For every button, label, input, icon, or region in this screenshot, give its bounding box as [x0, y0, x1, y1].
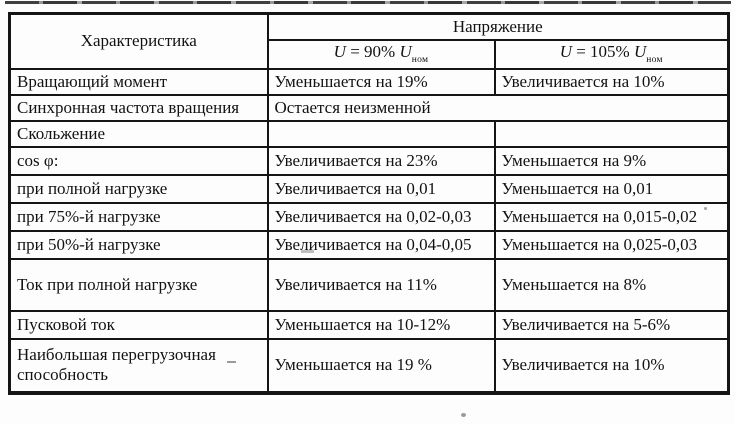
value-90-cell: Увеличивается на 0,02-0,03 — [268, 203, 495, 231]
row-label-cell: Наибольшая перегрузочная способность — [10, 339, 268, 393]
row-label-cell: Вращающий момент — [10, 69, 268, 95]
table-row — [10, 259, 729, 311]
nom-subscript: ном — [411, 55, 429, 66]
row-label-cell: при 50%-й нагрузке — [10, 231, 268, 259]
row-label-cell: Скольжение — [10, 121, 268, 147]
row-label-cell: при полной нагрузке — [10, 175, 268, 203]
value-105-cell — [495, 121, 729, 147]
value-105-cell: Уменьшается на 0,025-0,03 — [495, 231, 729, 259]
table-row — [10, 311, 729, 339]
table-row — [10, 95, 729, 121]
row-label-cell: cos φ: — [10, 147, 268, 175]
u-symbol: U — [559, 42, 572, 62]
header-u-90 — [268, 40, 495, 69]
scan-artifact — [227, 361, 236, 363]
value-105-cell: Увеличивается на 5-6% — [495, 311, 729, 339]
table-row — [10, 231, 729, 259]
table-row — [10, 147, 729, 175]
value-105-cell: Уменьшается на 9% — [495, 147, 729, 175]
header-characteristic: Характеристика — [10, 14, 268, 69]
value-90-cell: Увеличивается на 0,01 — [268, 175, 495, 203]
value-90-cell: Увеличивается на 11% — [268, 259, 495, 311]
scan-artifact-top-line — [5, 1, 731, 4]
u105-value: = 105% — [571, 42, 634, 62]
row-label-cell: Ток при полной нагрузке — [10, 259, 268, 311]
row-label-cell: Пусковой ток — [10, 311, 268, 339]
value-90-cell: Увеличивается на 23% — [268, 147, 495, 175]
row-label-cell: Синхронная частота вращения — [10, 95, 268, 121]
value-105-cell: Уменьшается на 0,015-0,02 — [495, 203, 729, 231]
value-105-cell: Увеличивается на 10% — [495, 339, 729, 393]
table-row — [10, 69, 729, 95]
u-symbol: U — [333, 42, 346, 62]
value-90-cell: Уменьшается на 19 % — [268, 339, 495, 393]
table-header-row-1 — [10, 14, 729, 40]
value-105-cell: Увеличивается на 10% — [495, 69, 729, 95]
u-symbol: U — [633, 42, 647, 62]
header-u-105 — [495, 40, 729, 69]
table-row — [10, 339, 729, 393]
scan-artifact — [301, 250, 314, 253]
value-90-cell — [268, 121, 495, 147]
scan-artifact — [461, 413, 466, 417]
value-span-cell: Остается неизменной — [268, 95, 729, 121]
value-90-cell: Увеличивается на 0,04-0,05 — [268, 231, 495, 259]
characteristics-table — [8, 12, 730, 395]
scan-artifact — [704, 207, 707, 210]
u90-value: = 90% — [345, 42, 400, 62]
u-symbol: U — [399, 42, 412, 62]
value-90-cell: Уменьшается на 19% — [268, 69, 495, 95]
value-90-cell: Уменьшается на 10-12% — [268, 311, 495, 339]
nom-subscript: ном — [646, 55, 663, 66]
table-row — [10, 121, 729, 147]
row-label-cell: при 75%-й нагрузке — [10, 203, 268, 231]
value-105-cell: Уменьшается на 8% — [495, 259, 729, 311]
value-105-cell: Уменьшается на 0,01 — [495, 175, 729, 203]
table-row — [10, 175, 729, 203]
table-row — [10, 203, 729, 231]
header-voltage: Напряжение — [268, 14, 729, 40]
